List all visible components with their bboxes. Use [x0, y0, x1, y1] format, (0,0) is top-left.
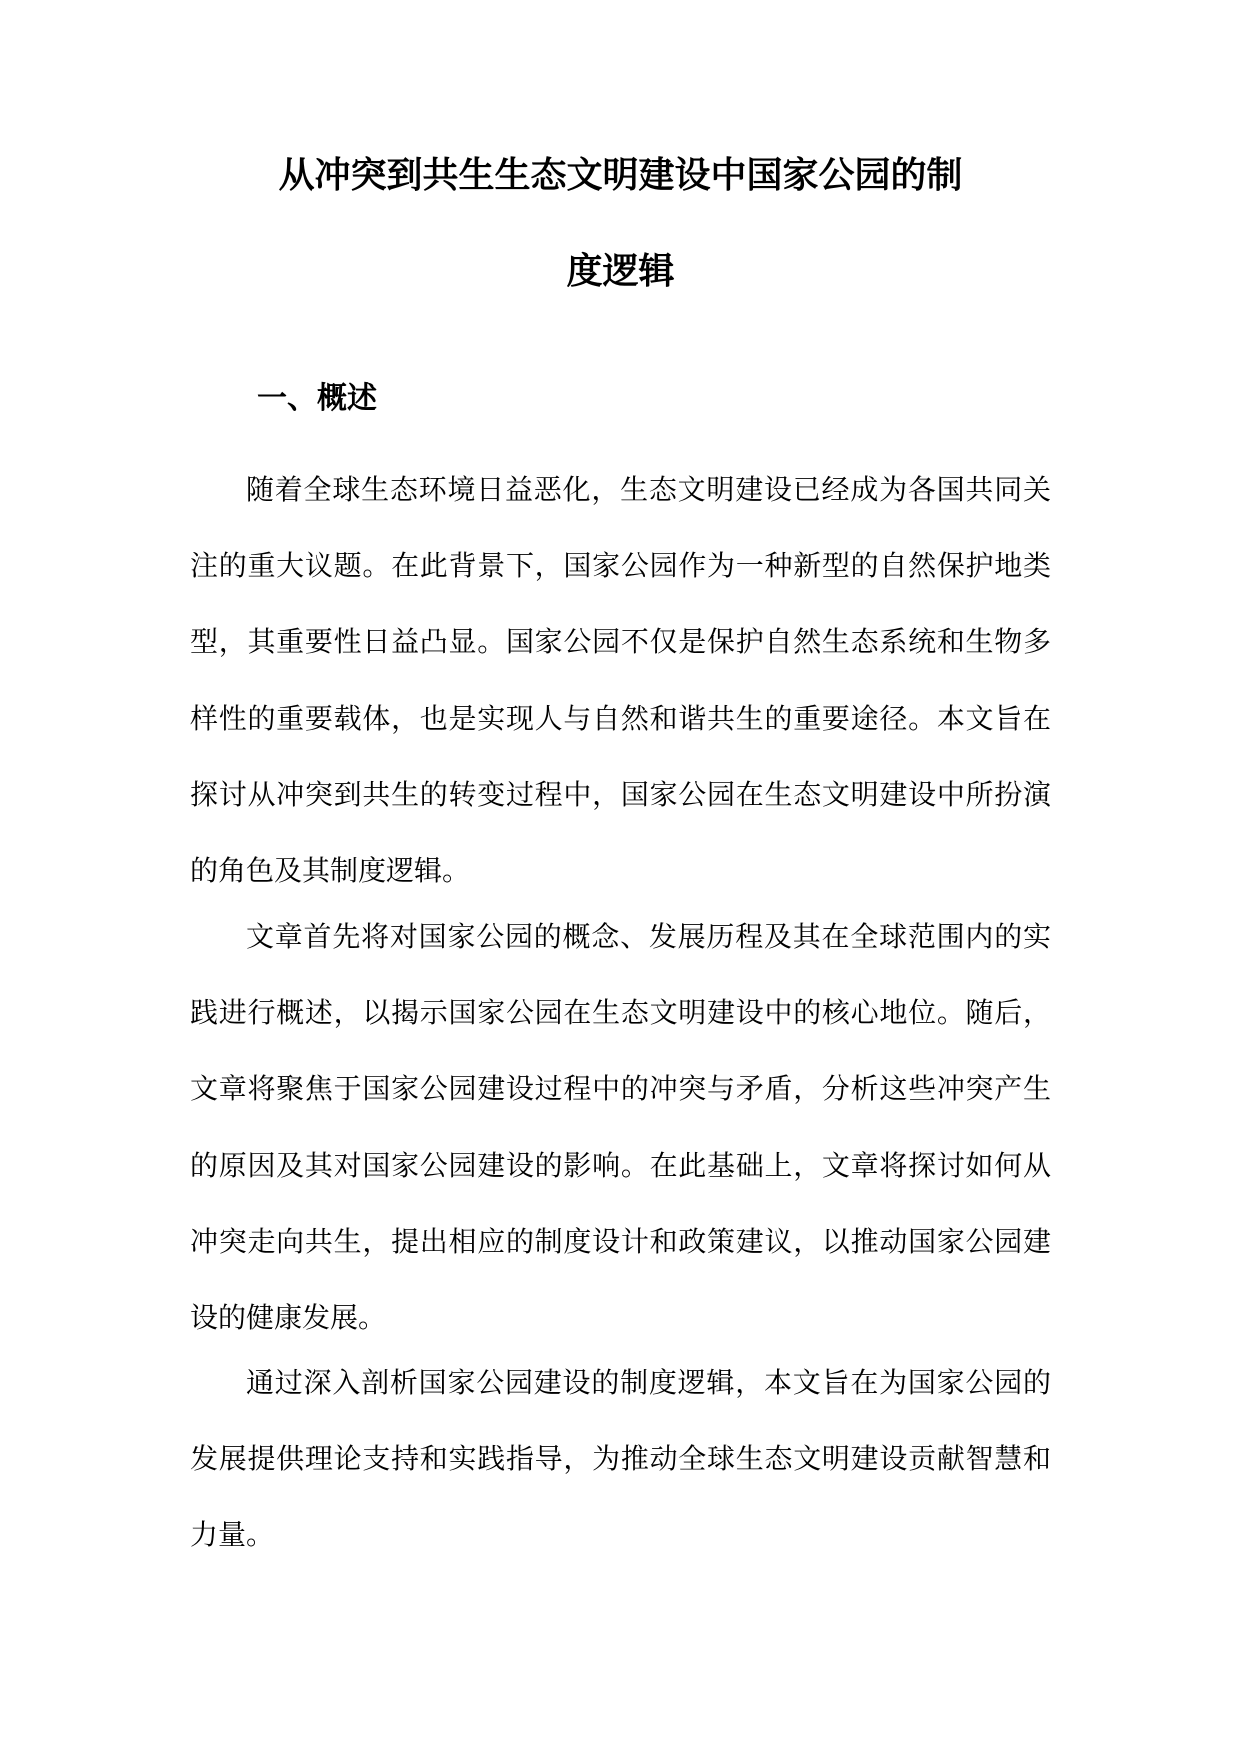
document-title-line-1: 从冲突到共生生态文明建设中国家公园的制 — [278, 155, 963, 196]
paragraph-1: 随着全球生态环境日益恶化，生态文明建设已经成为各国共同关注的重大议题。在此背景下，国家公园作为一种新型的自然保护地类型，其重要性日益凸显。国家公园不仅是保护自然生态系统和生物多样性的重要载体，也是实现人与自然和谐共生的重要途径。本文旨在探讨从冲突到共生的转变过程中，国家公园在生态文明建设中所扮演的角色及其制度逻辑。 — [190, 473, 1051, 888]
paragraph-2: 文章首先将对国家公园的概念、发展历程及其在全球范围内的实践进行概述，以揭示国家公园在生态文明建设中的核心地位。随后，文章将聚焦于国家公园建设过程中的冲突与矛盾，分析这些冲突产生的原因及其对国家公园建设的影响。在此基础上，文章将探讨如何从冲突走向共生，提出相应的制度设计和政策建议，以推动国家公园建设的健康发展。 — [190, 920, 1051, 1335]
paragraph-3: 通过深入剖析国家公园建设的制度逻辑，本文旨在为国家公园的发展提供理论支持和实践指导，为推动全球生态文明建设贡献智慧和力量。 — [190, 1366, 1051, 1552]
document-title-line-2: 度逻辑 — [566, 251, 675, 292]
section-heading: 一、概述 — [257, 381, 377, 416]
